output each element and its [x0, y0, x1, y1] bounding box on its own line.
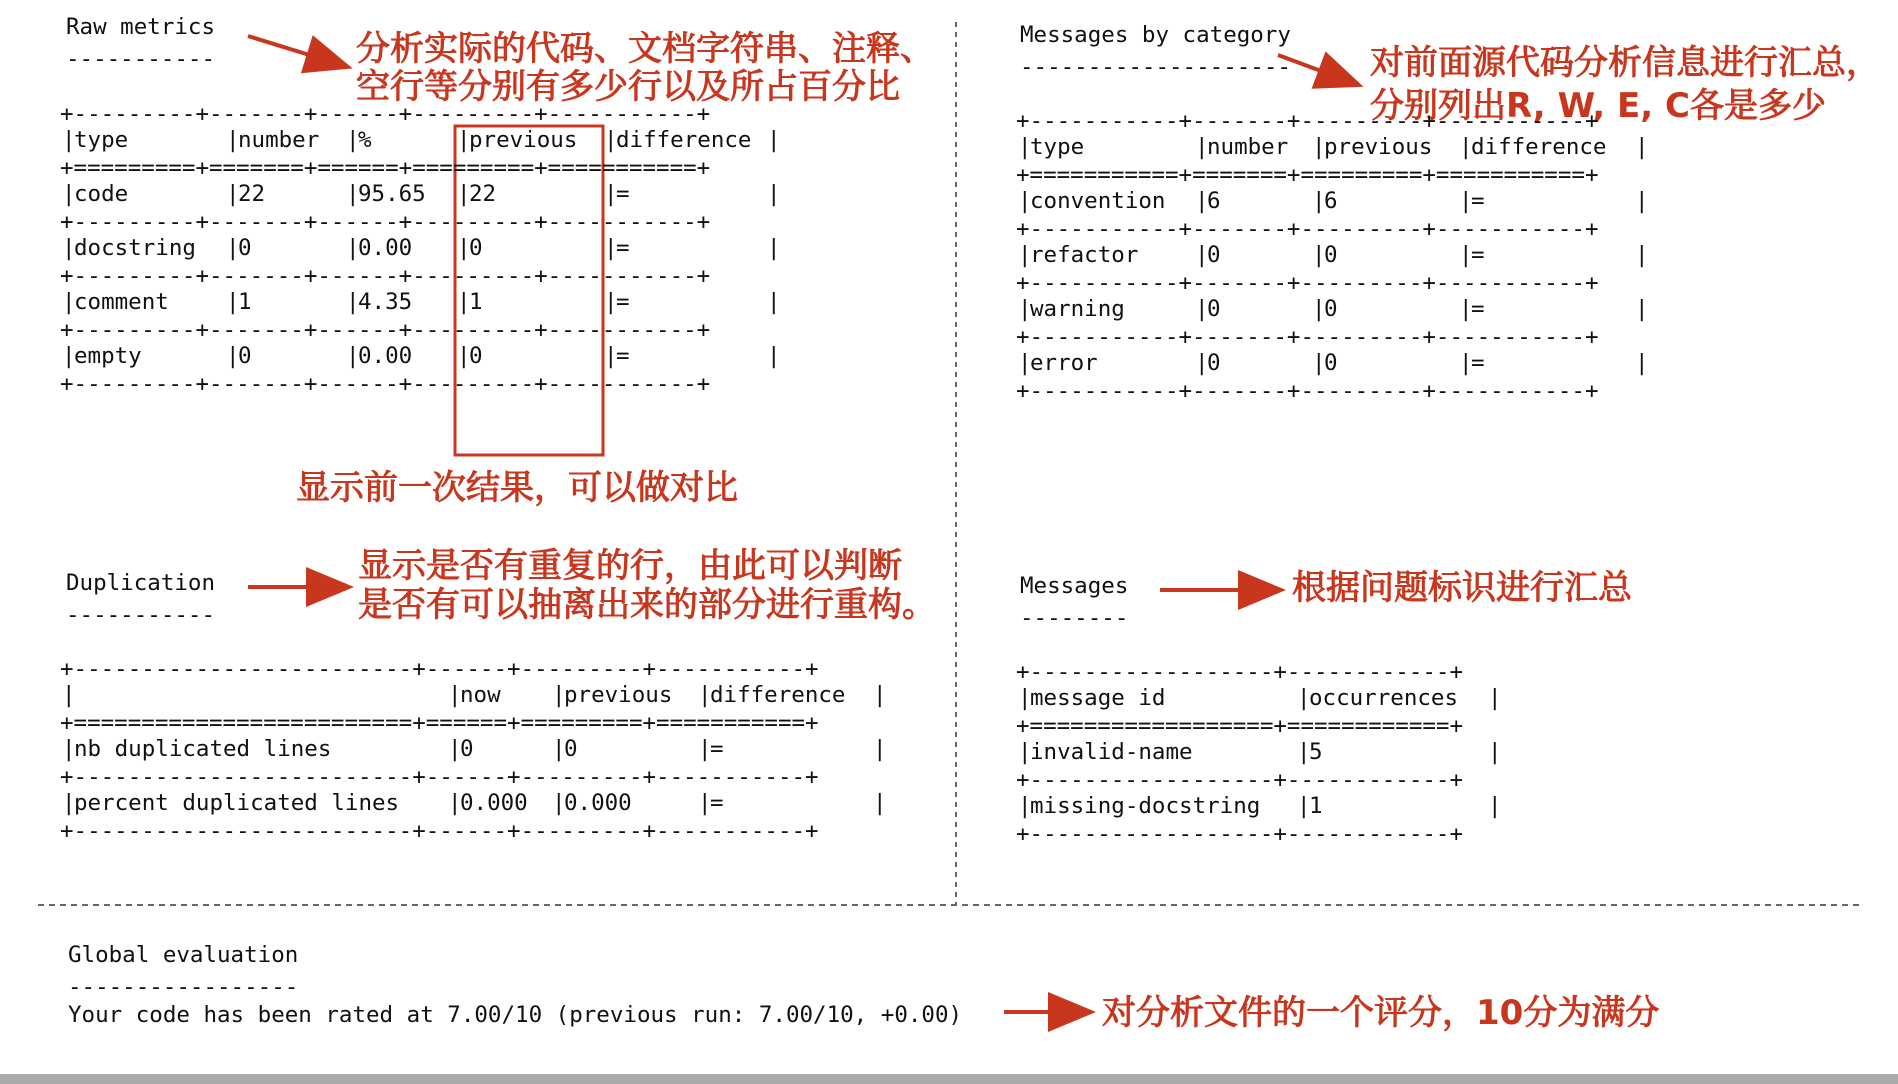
messages-row-cell: 5 — [1309, 739, 1323, 765]
messages-pipe-left: | — [1018, 739, 1032, 765]
messages_by_category-pipe: | — [1459, 242, 1473, 268]
raw_metrics-pipe: | — [346, 181, 360, 207]
raw_metrics-row-cell: 1 — [238, 289, 252, 315]
duplication-row-cell: = — [710, 790, 724, 816]
duplication-border-top: +-------------------------+------+---------+-----------+ — [60, 656, 819, 682]
messages-pipe-right: | — [1488, 739, 1502, 765]
messages_by_category-border-top: +-----------+-------+---------+-----------+ — [1016, 108, 1599, 134]
messages-pipe: | — [1297, 685, 1311, 711]
messages-underline: -------- — [1020, 605, 1129, 631]
messages_by_category-header-separator: +===========+=======+=========+===========+ — [1016, 162, 1599, 188]
duplication-row-cell: percent duplicated lines — [74, 790, 400, 816]
raw_metrics-header-cell: type — [74, 127, 129, 153]
raw_metrics-row-cell: 0 — [238, 235, 252, 261]
messages_by_category-row-cell: 0 — [1324, 350, 1338, 376]
duplication-underline: ----------- — [66, 602, 216, 628]
duplication-row-cell: 0 — [564, 736, 578, 762]
messages-pipe: | — [1297, 739, 1311, 765]
raw_metrics-header-cell: % — [358, 127, 372, 153]
raw_metrics-pipe-right: | — [767, 289, 781, 315]
annotation-messages: 根据问题标识进行汇总 — [1292, 568, 1632, 608]
raw_metrics-row-cell: 95.65 — [358, 181, 426, 207]
window-bottom-edge — [0, 1074, 1898, 1084]
messages-title: Messages — [1020, 573, 1129, 599]
messages_by_category-pipe: | — [1195, 134, 1209, 160]
annotation-messages-by-category-line1: 对前面源代码分析信息进行汇总， — [1370, 43, 1880, 83]
messages_by_category-pipe: | — [1195, 188, 1209, 214]
duplication-pipe-right: | — [873, 736, 887, 762]
global-evaluation-title: Global evaluation — [68, 942, 299, 968]
messages_by_category-row-border: +-----------+-------+---------+-----------+ — [1016, 378, 1599, 404]
duplication-row-cell: 0.000 — [564, 790, 632, 816]
raw_metrics-pipe: | — [226, 235, 240, 261]
duplication-pipe-left-header: | — [62, 682, 76, 708]
messages_by_category-pipe: | — [1312, 242, 1326, 268]
messages_by_category-pipe: | — [1459, 296, 1473, 322]
raw_metrics-row-cell: = — [616, 181, 630, 207]
raw-metrics-underline: ----------- — [66, 46, 216, 72]
messages-pipe-left: | — [1018, 793, 1032, 819]
messages_by_category-row-cell: 6 — [1207, 188, 1221, 214]
messages_by_category-row-cell: = — [1471, 188, 1485, 214]
duplication-pipe-right: | — [873, 790, 887, 816]
duplication-pipe-left: | — [62, 736, 76, 762]
raw_metrics-pipe: | — [457, 289, 471, 315]
messages_by_category-pipe: | — [1195, 242, 1209, 268]
raw_metrics-row-cell: docstring — [74, 235, 196, 261]
messages_by_category-row-cell: 0 — [1207, 350, 1221, 376]
duplication-row-cell: nb duplicated lines — [74, 736, 332, 762]
global-evaluation-underline: ----------------- — [68, 974, 299, 1000]
duplication-header-cell: now — [460, 682, 501, 708]
messages-pipe-right-header: | — [1488, 685, 1502, 711]
messages_by_category-pipe-left: | — [1018, 242, 1032, 268]
raw_metrics-row-border: +---------+-------+------+---------+-----------+ — [60, 209, 711, 235]
arrow-raw-metrics — [248, 36, 345, 66]
raw_metrics-row-cell: 0.00 — [358, 235, 413, 261]
messages_by_category-pipe: | — [1312, 350, 1326, 376]
messages-row-cell: invalid-name — [1030, 739, 1193, 765]
duplication-pipe-left: | — [62, 790, 76, 816]
raw_metrics-row-cell: 0 — [469, 235, 483, 261]
raw_metrics-pipe-left-header: | — [62, 127, 76, 153]
messages_by_category-pipe: | — [1459, 188, 1473, 214]
raw_metrics-row-cell: empty — [74, 343, 142, 369]
global-evaluation-score: Your code has been rated at 7.00/10 (previous run: 7.00/10, +0.00) — [68, 1002, 963, 1028]
raw_metrics-header-cell: number — [238, 127, 320, 153]
raw_metrics-pipe-left: | — [62, 343, 76, 369]
annotation-raw-metrics-line1: 分析实际的代码、文档字符串、注释、 — [356, 29, 934, 69]
raw_metrics-pipe: | — [226, 181, 240, 207]
raw_metrics-row-border: +---------+-------+------+---------+-----------+ — [60, 371, 711, 397]
raw_metrics-pipe: | — [604, 343, 618, 369]
raw_metrics-pipe-right: | — [767, 235, 781, 261]
messages-pipe-left-header: | — [1018, 685, 1032, 711]
messages-pipe: | — [1297, 793, 1311, 819]
messages_by_category-pipe: | — [1195, 350, 1209, 376]
raw_metrics-pipe: | — [226, 127, 240, 153]
raw_metrics-row-cell: 0.00 — [358, 343, 413, 369]
messages_by_category-pipe: | — [1312, 188, 1326, 214]
raw_metrics-row-cell: 1 — [469, 289, 483, 315]
raw_metrics-row-cell: 22 — [238, 181, 266, 207]
messages_by_category-pipe: | — [1459, 350, 1473, 376]
messages_by_category-row-cell: = — [1471, 350, 1485, 376]
messages_by_category-row-cell: 6 — [1324, 188, 1338, 214]
raw_metrics-row-cell: = — [616, 343, 630, 369]
messages_by_category-row-cell: error — [1030, 350, 1098, 376]
raw_metrics-row-cell: comment — [74, 289, 169, 315]
duplication-row-border: +-------------------------+------+---------+-----------+ — [60, 818, 819, 844]
messages-border-top: +------------------+------------+ — [1016, 659, 1464, 685]
annotation-duplication-line2: 是否有可以抽离出来的部分进行重构。 — [358, 585, 936, 625]
raw_metrics-pipe: | — [226, 289, 240, 315]
duplication-pipe: | — [448, 682, 462, 708]
raw_metrics-pipe: | — [226, 343, 240, 369]
annotation-previous: 显示前一次结果，可以做对比 — [296, 468, 738, 508]
messages_by_category-pipe-right: | — [1635, 188, 1649, 214]
duplication-header-cell: difference — [710, 682, 846, 708]
annotation-messages-by-category-line2: 分别列出R, W, E, C各是多少 — [1370, 86, 1826, 126]
messages_by_category-header-cell: difference — [1471, 134, 1607, 160]
raw_metrics-row-cell: 0 — [238, 343, 252, 369]
messages_by_category-row-cell: 0 — [1207, 242, 1221, 268]
messages_by_category-header-cell: type — [1030, 134, 1085, 160]
raw_metrics-row-cell: = — [616, 289, 630, 315]
raw_metrics-header-cell: difference — [616, 127, 752, 153]
raw_metrics-pipe: | — [346, 235, 360, 261]
messages_by_category-row-cell: = — [1471, 242, 1485, 268]
messages_by_category-pipe-right: | — [1635, 296, 1649, 322]
raw_metrics-row-cell: 0 — [469, 343, 483, 369]
messages-header-separator: +==================+============+ — [1016, 713, 1464, 739]
duplication-row-cell: 0 — [460, 736, 474, 762]
messages_by_category-row-cell: convention — [1030, 188, 1166, 214]
duplication-pipe: | — [448, 790, 462, 816]
messages_by_category-row-cell: 0 — [1207, 296, 1221, 322]
raw_metrics-pipe: | — [604, 235, 618, 261]
raw_metrics-row-cell: = — [616, 235, 630, 261]
messages-by-category-title: Messages by category — [1020, 22, 1291, 48]
raw-metrics-title: Raw metrics — [66, 14, 216, 40]
duplication-pipe: | — [552, 736, 566, 762]
messages-row-border: +------------------+------------+ — [1016, 767, 1464, 793]
messages_by_category-row-cell: 0 — [1324, 242, 1338, 268]
messages_by_category-pipe: | — [1312, 296, 1326, 322]
duplication-row-border: +-------------------------+------+---------+-----------+ — [60, 764, 819, 790]
arrow-messages-by-category — [1278, 55, 1356, 84]
raw_metrics-row-border: +---------+-------+------+---------+-----------+ — [60, 263, 711, 289]
messages-pipe-right: | — [1488, 793, 1502, 819]
messages-row-cell: 1 — [1309, 793, 1323, 819]
messages_by_category-pipe: | — [1312, 134, 1326, 160]
messages_by_category-row-cell: 0 — [1324, 296, 1338, 322]
messages_by_category-row-cell: = — [1471, 296, 1485, 322]
raw_metrics-pipe: | — [604, 181, 618, 207]
duplication-header-cell: previous — [564, 682, 673, 708]
duplication-pipe: | — [552, 682, 566, 708]
duplication-row-cell: = — [710, 736, 724, 762]
duplication-title: Duplication — [66, 570, 216, 596]
duplication-pipe: | — [448, 736, 462, 762]
raw_metrics-pipe-right-header: | — [767, 127, 781, 153]
messages_by_category-row-cell: warning — [1030, 296, 1125, 322]
annotation-global: 对分析文件的一个评分，10分为满分 — [1102, 993, 1660, 1033]
raw_metrics-border-top: +---------+-------+------+---------+-----------+ — [60, 101, 711, 127]
raw_metrics-row-cell: 22 — [469, 181, 497, 207]
messages_by_category-pipe-right: | — [1635, 350, 1649, 376]
messages_by_category-row-cell: refactor — [1030, 242, 1139, 268]
raw_metrics-pipe: | — [457, 343, 471, 369]
raw_metrics-pipe-left: | — [62, 235, 76, 261]
annotation-duplication-line1: 显示是否有重复的行，由此可以判断 — [358, 546, 902, 586]
messages_by_category-pipe-right: | — [1635, 242, 1649, 268]
raw_metrics-row-cell: 4.35 — [358, 289, 413, 315]
raw_metrics-pipe-right: | — [767, 181, 781, 207]
duplication-pipe-right-header: | — [873, 682, 887, 708]
messages_by_category-pipe-left: | — [1018, 350, 1032, 376]
messages_by_category-row-border: +-----------+-------+---------+-----------+ — [1016, 216, 1599, 242]
duplication-pipe: | — [552, 790, 566, 816]
messages_by_category-pipe-left: | — [1018, 296, 1032, 322]
annotation-raw-metrics-line2: 空行等分别有多少行以及所占百分比 — [356, 67, 900, 107]
raw_metrics-pipe: | — [457, 181, 471, 207]
raw_metrics-row-cell: code — [74, 181, 129, 207]
raw_metrics-pipe: | — [346, 127, 360, 153]
raw_metrics-pipe-left: | — [62, 181, 76, 207]
raw_metrics-pipe: | — [346, 289, 360, 315]
messages_by_category-row-border: +-----------+-------+---------+-----------+ — [1016, 324, 1599, 350]
messages_by_category-pipe-left: | — [1018, 188, 1032, 214]
raw_metrics-row-border: +---------+-------+------+---------+-----------+ — [60, 317, 711, 343]
raw_metrics-pipe: | — [346, 343, 360, 369]
raw_metrics-pipe-right: | — [767, 343, 781, 369]
duplication-pipe: | — [698, 736, 712, 762]
raw_metrics-header-cell: previous — [469, 127, 578, 153]
duplication-row-cell: 0.000 — [460, 790, 528, 816]
messages_by_category-header-cell: previous — [1324, 134, 1433, 160]
raw_metrics-header-separator: +=========+=======+======+=========+===========+ — [60, 155, 711, 181]
raw_metrics-pipe: | — [457, 127, 471, 153]
messages_by_category-pipe-left-header: | — [1018, 134, 1032, 160]
duplication-pipe: | — [698, 682, 712, 708]
raw_metrics-pipe-left: | — [62, 289, 76, 315]
raw_metrics-pipe: | — [457, 235, 471, 261]
messages-row-cell: missing-docstring — [1030, 793, 1261, 819]
messages_by_category-pipe-right-header: | — [1635, 134, 1649, 160]
messages_by_category-row-border: +-----------+-------+---------+-----------+ — [1016, 270, 1599, 296]
raw_metrics-pipe: | — [604, 289, 618, 315]
messages_by_category-header-cell: number — [1207, 134, 1289, 160]
messages-row-border: +------------------+------------+ — [1016, 821, 1464, 847]
duplication-pipe: | — [698, 790, 712, 816]
messages_by_category-pipe: | — [1459, 134, 1473, 160]
messages_by_category-pipe: | — [1195, 296, 1209, 322]
messages-header-cell: occurrences — [1309, 685, 1459, 711]
raw_metrics-pipe: | — [604, 127, 618, 153]
messages-by-category-underline: -------------------- — [1020, 54, 1291, 80]
messages-header-cell: message id — [1030, 685, 1166, 711]
duplication-header-separator: +=========================+======+=========+===========+ — [60, 710, 819, 736]
